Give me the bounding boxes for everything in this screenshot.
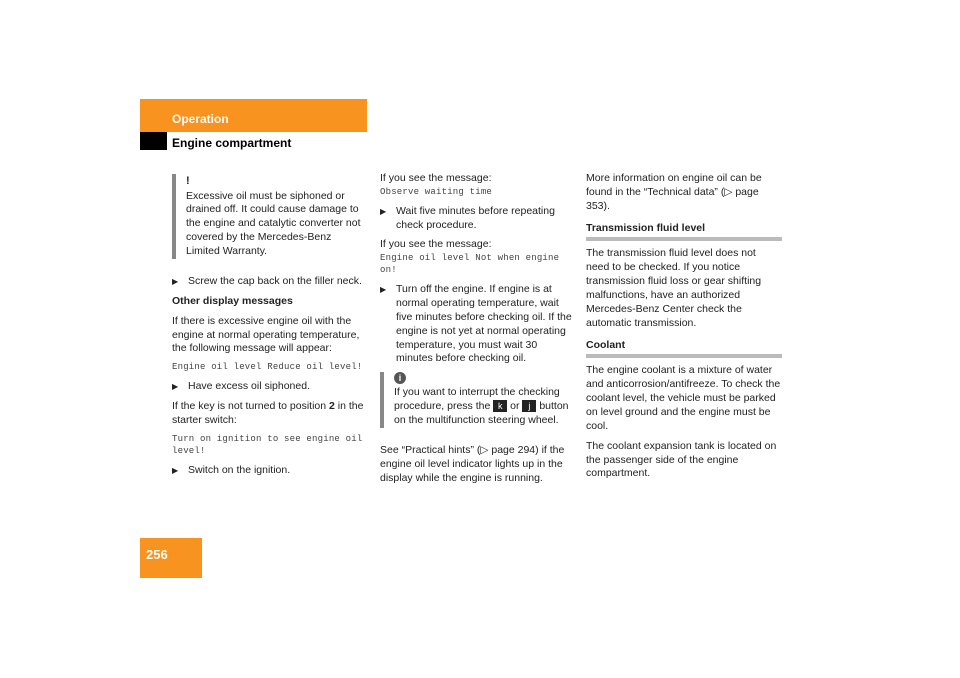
heading-transmission-fluid-level: Transmission fluid level bbox=[586, 222, 782, 242]
subsection-title: Engine compartment bbox=[172, 136, 292, 150]
display-message: Turn on ignition to see engine oil level! bbox=[172, 433, 363, 456]
bullet-icon: ▶ bbox=[380, 206, 387, 216]
step-text: Switch on the ignition. bbox=[188, 463, 291, 476]
display-message: Observe waiting time bbox=[380, 186, 493, 197]
info-notice: i If you want to interrupt the checking procedure, press the k or j button on the multifunction steering wheel. bbox=[380, 372, 576, 428]
bullet-icon: ▶ bbox=[172, 465, 179, 475]
step-item bbox=[380, 205, 576, 233]
step-text: Turn off the engine. If engine is at normal operating temperature, wait five minutes before checking oil. If the engine is not yet at normal operating temperature, you must wait 30 minutes before checking oil. bbox=[396, 283, 572, 365]
display-message: Engine oil level Reduce oil level! bbox=[172, 362, 363, 373]
step-item bbox=[380, 283, 576, 366]
paragraph: More information on engine oil can be found in the “Technical data” (▷ page 353). bbox=[586, 172, 762, 212]
paragraph: If the key is not turned to position 2 in the starter switch: bbox=[172, 400, 364, 426]
paragraph: If you see the message: bbox=[380, 172, 492, 184]
bullet-icon: ▶ bbox=[172, 276, 179, 286]
column-2 bbox=[380, 172, 576, 491]
step-text: Wait five minutes before repeating check procedure. bbox=[396, 204, 555, 231]
steering-wheel-down-key-icon: j bbox=[522, 400, 536, 412]
heading-other-display-messages: Other display messages bbox=[172, 294, 293, 307]
paragraph: If there is excessive engine oil with the engine at normal operating temperature, the following message will appear: bbox=[172, 314, 360, 355]
column-1 bbox=[172, 172, 368, 484]
info-icon: i bbox=[394, 372, 406, 384]
paragraph: See “Practical hints” (▷ page 294) if the engine oil level indicator lights up in the display while the engine is running. bbox=[380, 443, 565, 484]
warning-notice bbox=[172, 174, 368, 259]
column-3 bbox=[586, 172, 782, 487]
section-title: Operation bbox=[172, 112, 229, 126]
step-item bbox=[172, 464, 368, 478]
bullet-icon: ▶ bbox=[380, 285, 387, 295]
steering-wheel-up-key-icon: k bbox=[493, 400, 507, 412]
page-number: 256 bbox=[146, 547, 168, 562]
paragraph: The transmission fluid level does not need to be checked. If you notice transmission fluid loss or gear shifting malfunctions, have an authorized Mercedes-Benz Center check the automatic transmission. bbox=[586, 247, 762, 329]
section-header-marker bbox=[140, 132, 167, 150]
warning-text: Excessive oil must be siphoned or drained off. It could cause damage to the engine and catalytic converter not covered by the Mercedes-Benz Limited Warranty. bbox=[186, 189, 361, 257]
paragraph: The engine coolant is a mixture of water and anticorrosion/antifreeze. To check the coolant level, the vehicle must be parked on level ground and the engine must be cool. bbox=[586, 364, 781, 432]
step-text: Have excess oil siphoned. bbox=[188, 380, 310, 393]
paragraph: If you see the message: bbox=[380, 238, 492, 251]
step-item bbox=[172, 275, 368, 289]
paragraph: The coolant expansion tank is located on the passenger side of the engine compartment. bbox=[586, 439, 777, 480]
step-item bbox=[172, 380, 368, 394]
display-message: Engine oil level Not when engine on! bbox=[380, 253, 560, 276]
warning-icon: ! bbox=[186, 175, 190, 187]
step-text: Screw the cap back on the filler neck. bbox=[188, 274, 362, 287]
bullet-icon: ▶ bbox=[172, 382, 179, 392]
heading-coolant: Coolant bbox=[586, 339, 782, 359]
